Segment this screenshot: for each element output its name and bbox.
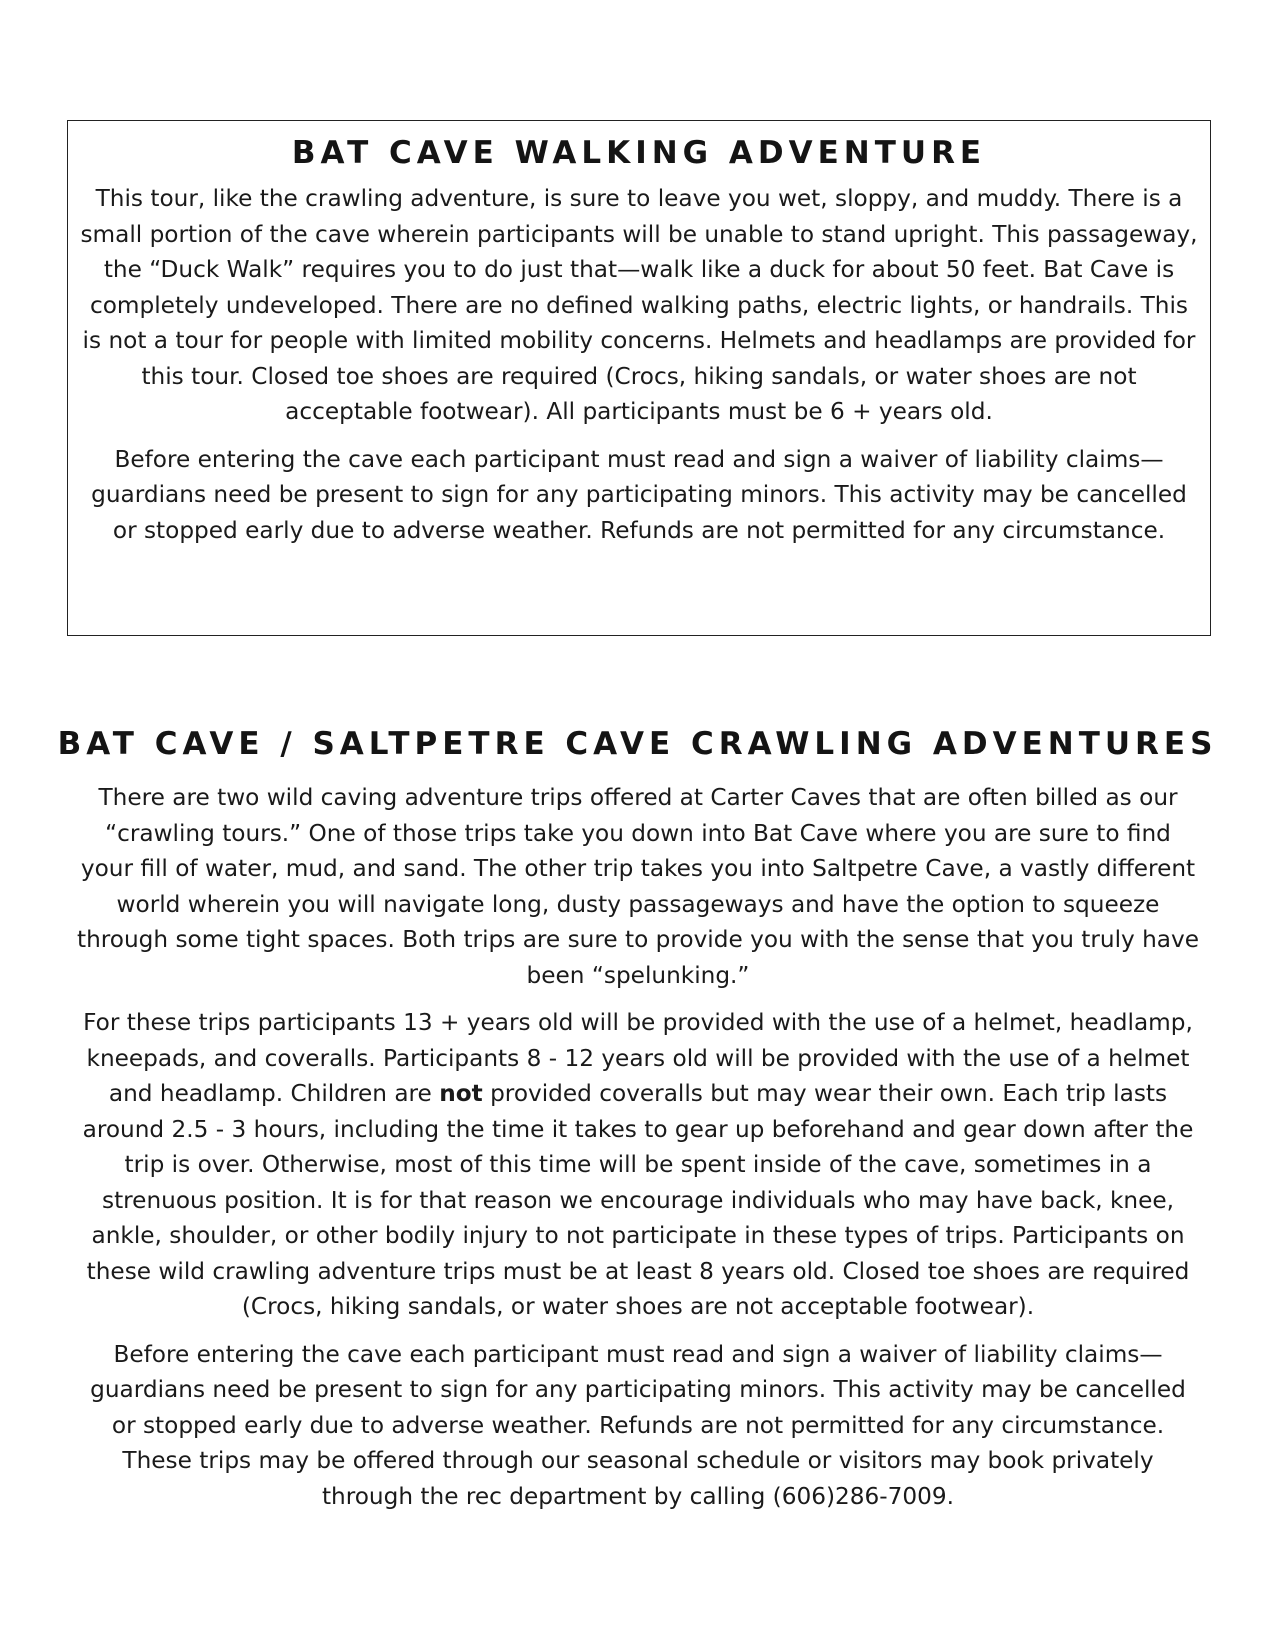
walking-adventure-box [67, 120, 1211, 636]
equipment-text-after: provided coveralls but may wear their own. Each trip lasts around 2.5 - 3 hours, including the time it takes to gear up beforehand and gear down after the trip is over. Otherwise, most of this time will be spent inside of the cave, sometimes in a strenuous position. It is for that reason we encourage individuals who may have back, knee, ankle, shoulder, or other bodily injury to not participate in these types of trips. Participants on these wild crawling adventure trips must be at least 8 years old. Closed toe shoes are required (Crocs, hiking sandals, or water shoes are not acceptable footwear). [82, 1080, 1194, 1320]
walking-adventure-body [78, 181, 1200, 548]
crawling-adventures-equipment [76, 1005, 1200, 1325]
walking-adventure-title: BAT CAVE WALKING ADVENTURE [291, 135, 987, 171]
walking-adventure-description: This tour, like the crawling adventure, is sure to leave you wet, sloppy, and muddy. There is a small portion of the cave wherein participants will be unable to stand upright. This passageway, the “Duck Walk” requires you to do just that—walk like a duck for about 50 feet. Bat Cave is completely undeveloped. There are no defined walking paths, electric lights, or handrails. This is not a tour for people with limited mobility concerns. Helmets and headlamps are provided for this tour. Closed toe shoes are required (Crocs, hiking sandals, or water shoes are not acceptable footwear). All participants must be 6 + years old. [80, 185, 1198, 425]
emphasis-not: not [439, 1080, 483, 1107]
walking-adventure-waiver: Before entering the cave each participant must read and sign a waiver of liability claims—guardians need be present to sign for any participating minors. This activity may be cancelled or stopped early due to adverse weather. Refunds are not permitted for any circumstance. [91, 445, 1187, 544]
crawling-adventures-description: There are two wild caving adventure trips offered at Carter Caves that are often billed as our “crawling tours.” One of those trips take you down into Bat Cave where you are sure to find your fill of water, mud, and sand. The other trip takes you into Saltpetre Cave, a vastly different world wherein you will navigate long, dusty passageways and have the option to squeeze through some tight spaces. Both trips are sure to provide you with the sense that you truly have been “spelunking.” [76, 784, 1200, 989]
crawling-adventures-title: BAT CAVE / SALTPETRE CAVE CRAWLING ADVENTURES [57, 726, 1218, 762]
crawling-adventures-body [76, 780, 1200, 1514]
equipment-text-before: For these trips participants 13 + years old will be provided with the use of a helmet, headlamp, kneepads, and coveralls. Participants 8 - 12 years old will be provided with the use of a helmet and headlamp. Children are [83, 1009, 1193, 1107]
crawling-adventures-waiver: Before entering the cave each participant must read and sign a waiver of liability claims—guardians need be present to sign for any participating minors. This activity may be cancelled or stopped early due to adverse weather. Refunds are not permitted for any circumstance. These trips may be offered through our seasonal schedule or visitors may book privately through the rec department by calling (606)286-7009. [90, 1340, 1186, 1510]
